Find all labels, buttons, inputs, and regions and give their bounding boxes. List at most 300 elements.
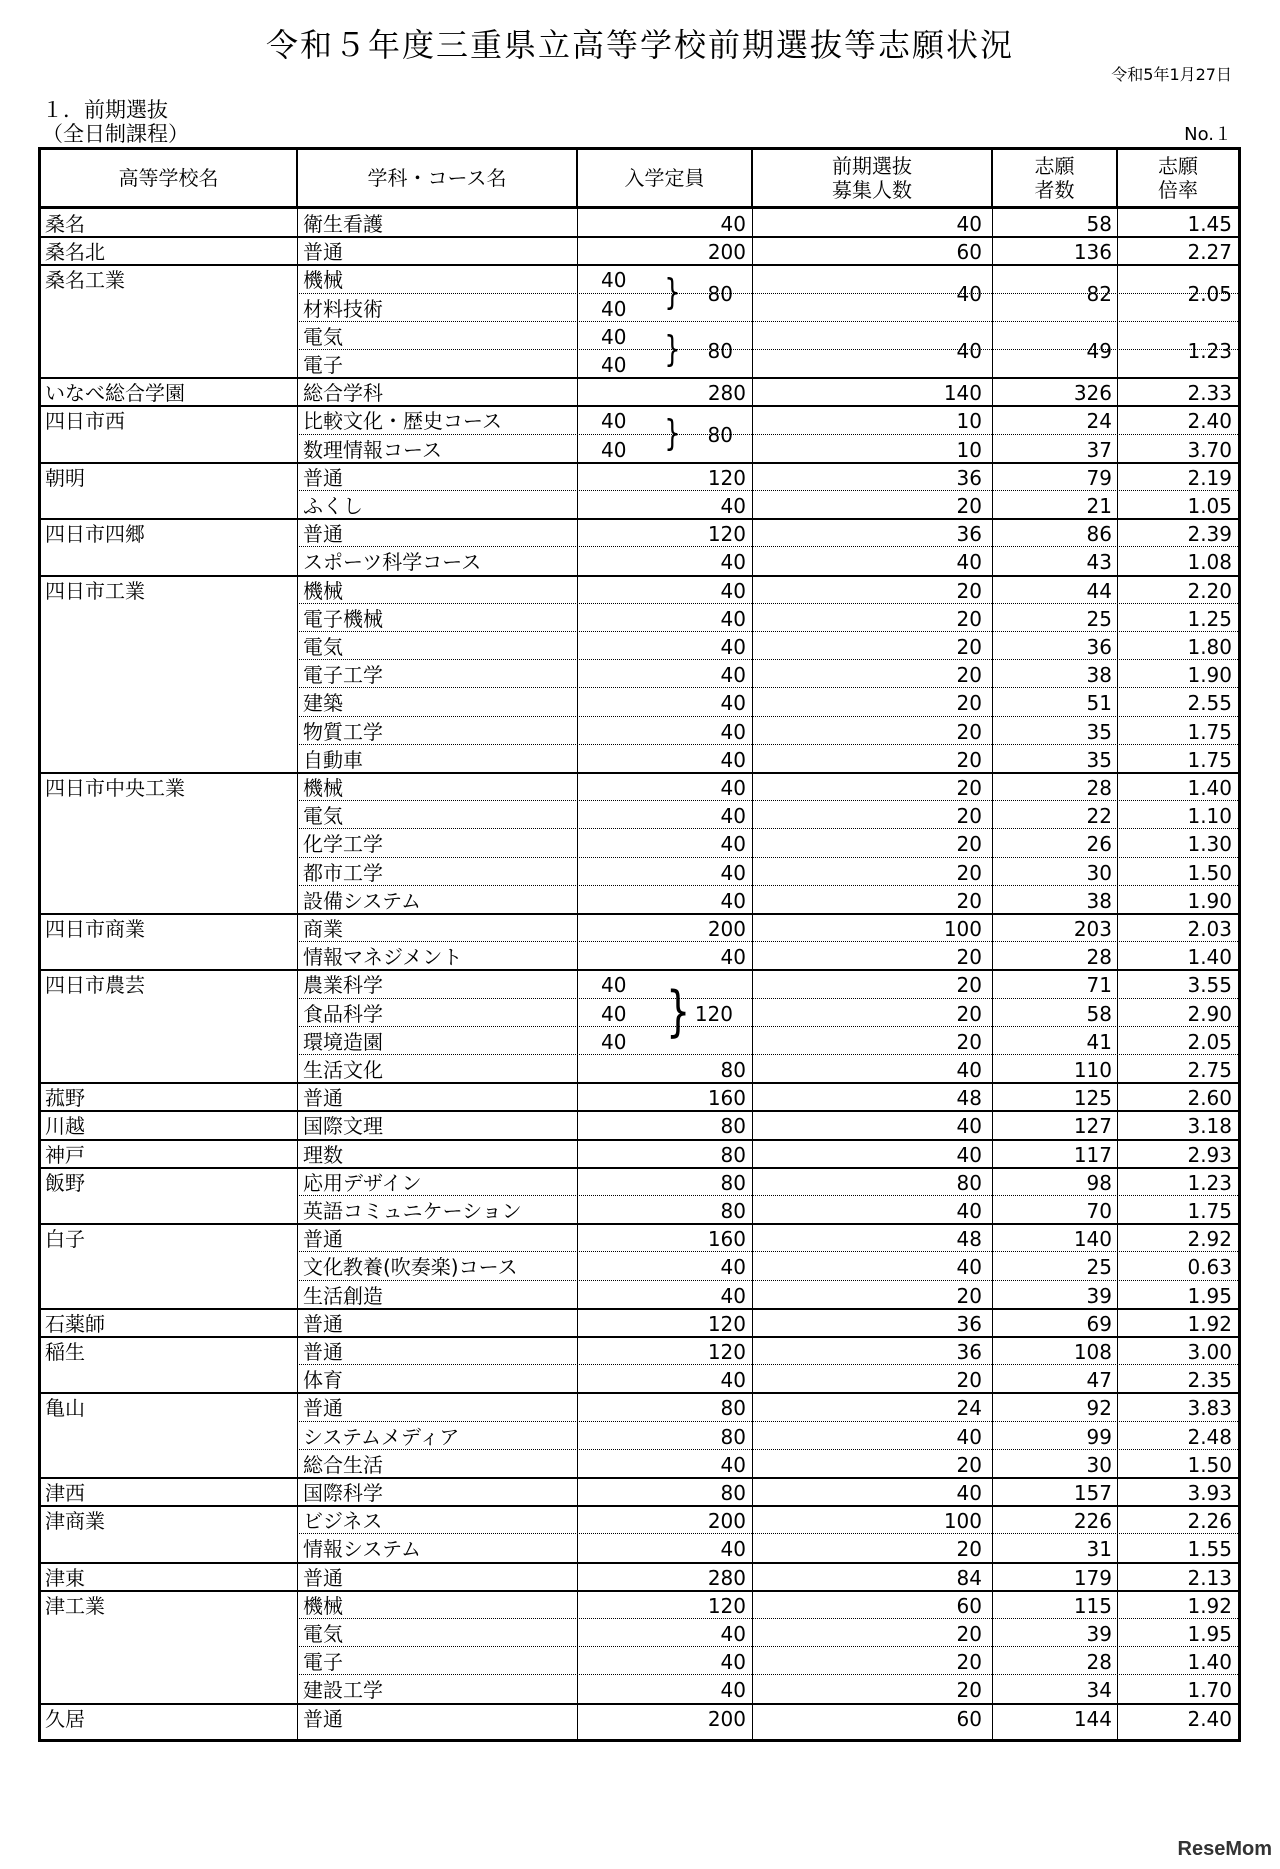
row-separator [41, 1110, 1238, 1112]
dept-name-cell: ふくし [303, 494, 363, 518]
applicants-cell: 37 [1086, 437, 1112, 462]
school-name-cell [45, 1422, 295, 1450]
capacity-cell: 120 [707, 1311, 746, 1336]
capacity-cell: 40 [720, 1650, 746, 1675]
capacity-cell: 40 [720, 719, 746, 744]
school-name-cell: 四日市四郷 [45, 522, 145, 547]
header-school [41, 150, 298, 206]
table-row [41, 858, 1238, 886]
row-separator [41, 1308, 1238, 1310]
applicants-cell: 41 [1086, 1029, 1112, 1054]
recruit-cell: 40 [956, 212, 982, 236]
dept-name-cell: スポーツ科学コース [303, 550, 482, 575]
row-separator-dotted [299, 687, 1238, 688]
school-name-cell: いなべ総合学園 [45, 381, 185, 406]
applicants-cell: 24 [1086, 409, 1112, 434]
ratio-cell: 3.70 [1187, 437, 1232, 462]
recruit-cell: 40 [956, 1142, 982, 1167]
dept-name-cell: 物質工学 [303, 719, 383, 744]
recruit-cell: 40 [956, 1058, 982, 1082]
recruit-cell: 20 [956, 663, 982, 688]
capacity-cell: 40 [720, 804, 746, 829]
capacity-cell: 200 [707, 1509, 746, 1534]
ratio-cell: 2.26 [1187, 1509, 1232, 1534]
capacity-sub-cell: 40 [601, 296, 627, 321]
row-separator-dotted [299, 857, 1238, 858]
applicants-cell: 38 [1086, 888, 1112, 913]
applicants-cell: 25 [1086, 1255, 1112, 1280]
school-name-cell [45, 294, 295, 322]
dept-name-cell: 体育 [303, 1368, 343, 1393]
row-separator-dotted [299, 1449, 1238, 1450]
ratio-cell: 2.93 [1187, 1142, 1232, 1167]
recruit-cell: 40 [956, 550, 982, 575]
ratio-cell: 2.19 [1187, 465, 1232, 490]
table-row [41, 1393, 1238, 1421]
ratio-cell: 1.75 [1187, 1199, 1232, 1223]
capacity-cell: 120 [707, 465, 746, 490]
applicants-cell: 58 [1086, 1001, 1112, 1026]
dept-name-cell: ビジネス [303, 1509, 383, 1534]
brace-icon: } [664, 413, 681, 455]
table-row [41, 547, 1238, 575]
table-row [41, 1083, 1238, 1111]
dept-name-cell: 国際科学 [303, 1481, 383, 1505]
applicants-cell: 326 [1073, 381, 1112, 406]
ratio-cell: 2.60 [1187, 1086, 1232, 1111]
row-separator-dotted [299, 1251, 1238, 1252]
table-row [41, 1450, 1238, 1478]
school-name-cell: 稲生 [45, 1340, 85, 1364]
dept-name-cell: 応用デザイン [303, 1170, 422, 1195]
table-row [41, 378, 1238, 406]
row-separator-dotted [299, 1195, 1238, 1196]
row-separator-dotted [299, 716, 1238, 717]
ratio-cell: 1.50 [1187, 1452, 1232, 1477]
capacity-cell: 40 [720, 832, 746, 857]
applicants-cell: 136 [1073, 240, 1112, 265]
table-row [41, 1365, 1238, 1393]
capacity-cell: 120 [707, 522, 746, 547]
recruit-cell: 100 [943, 917, 982, 941]
school-name-cell [45, 350, 295, 378]
recruit-cell: 20 [956, 973, 982, 998]
recruit-cell [757, 294, 982, 322]
ratio-cell: 2.27 [1187, 240, 1232, 265]
school-name-cell: 津東 [45, 1565, 85, 1590]
row-separator [41, 913, 1238, 915]
school-name-cell [45, 1450, 295, 1478]
capacity-group-cell: 80 [707, 338, 733, 363]
dept-name-cell: 電気 [303, 324, 343, 349]
ratio-cell: 3.18 [1187, 1114, 1232, 1139]
applicants-cell: 43 [1086, 550, 1112, 575]
applicants-cell: 125 [1073, 1086, 1112, 1111]
row-separator-dotted [299, 293, 1238, 294]
row-separator [41, 1082, 1238, 1084]
school-name-cell [45, 1196, 295, 1224]
ratio-cell: 0.63 [1187, 1255, 1232, 1280]
row-separator-dotted [299, 546, 1238, 547]
recruit-cell: 20 [956, 635, 982, 659]
school-name-cell [45, 942, 295, 970]
recruit-cell: 20 [956, 494, 982, 518]
dept-name-cell: 普通 [303, 522, 343, 547]
dept-name-cell: システムメディア [303, 1424, 460, 1449]
applicants-cell: 49 [1086, 338, 1112, 363]
ratio-cell: 1.92 [1187, 1593, 1232, 1618]
applicants-cell: 38 [1086, 663, 1112, 688]
row-separator-dotted [299, 1674, 1238, 1675]
school-name-cell: 津商業 [45, 1509, 105, 1534]
applicants-cell: 36 [1086, 635, 1112, 659]
row-separator [41, 236, 1238, 238]
applicants-cell: 226 [1073, 1509, 1112, 1534]
row-separator-dotted [299, 1618, 1238, 1619]
ratio-cell: 1.90 [1187, 888, 1232, 913]
school-name-cell: 石薬師 [45, 1311, 105, 1336]
applicants-cell: 26 [1086, 832, 1112, 857]
header-ratio [1118, 150, 1238, 206]
row-separator [41, 1505, 1238, 1507]
table-row [41, 632, 1238, 660]
table-row [41, 1675, 1238, 1703]
recruit-cell: 20 [956, 945, 982, 970]
dept-name-cell: 普通 [303, 1311, 343, 1336]
table-row [41, 209, 1238, 237]
capacity-cell: 40 [720, 606, 746, 631]
ratio-cell: 2.05 [1187, 282, 1232, 307]
school-name-cell [45, 604, 295, 632]
school-name-cell: 四日市中央工業 [45, 776, 185, 800]
dept-name-cell: 材料技術 [303, 296, 383, 321]
dept-name-cell: 設備システム [303, 888, 421, 913]
school-name-cell [45, 717, 295, 745]
row-separator [41, 1139, 1238, 1141]
applicants-cell: 35 [1086, 747, 1112, 772]
recruit-cell: 20 [956, 832, 982, 857]
table-row [41, 914, 1238, 942]
applicants-cell: 21 [1086, 494, 1112, 518]
school-name-cell [45, 858, 295, 886]
capacity-cell: 40 [720, 888, 746, 913]
recruit-cell: 40 [956, 282, 982, 307]
school-name-cell: 菰野 [45, 1086, 85, 1111]
table-row [41, 1534, 1238, 1562]
capacity-cell: 40 [720, 1283, 746, 1308]
dept-name-cell: 商業 [303, 917, 343, 941]
capacity-cell: 40 [720, 1255, 746, 1280]
capacity-cell: 80 [720, 1114, 746, 1139]
table-row [41, 1252, 1238, 1280]
school-name-cell: 津工業 [45, 1593, 105, 1618]
recruit-cell: 48 [956, 1086, 982, 1111]
header-capacity [578, 150, 753, 206]
dept-name-cell: 電子 [303, 353, 343, 377]
recruit-cell: 36 [956, 465, 982, 490]
dept-name-cell: 電子工学 [303, 663, 383, 688]
dept-name-cell: 総合学科 [303, 381, 383, 406]
applicants-cell: 70 [1086, 1199, 1112, 1223]
capacity-sub-cell: 40 [601, 324, 627, 349]
recruit-cell: 20 [956, 1622, 982, 1646]
row-separator [41, 969, 1238, 971]
recruit-cell: 20 [956, 606, 982, 631]
table-row [41, 1111, 1238, 1139]
capacity-cell: 40 [720, 1452, 746, 1477]
ratio-cell: 2.20 [1187, 578, 1232, 603]
capacity-cell: 40 [720, 578, 746, 603]
applicants-cell: 82 [1086, 282, 1112, 307]
school-name-cell: 津西 [45, 1481, 85, 1505]
row-separator-dotted [299, 1026, 1238, 1027]
capacity-group-cell: 120 [694, 1001, 733, 1026]
table-row [41, 688, 1238, 716]
recruit-cell: 60 [956, 240, 982, 265]
applicants-cell: 34 [1086, 1678, 1112, 1703]
dept-name-cell: 機械 [303, 776, 343, 800]
capacity-cell: 40 [720, 1368, 746, 1393]
capacity-sub-cell: 40 [601, 437, 627, 462]
row-separator-dotted [299, 1364, 1238, 1365]
applicants-cell: 47 [1086, 1368, 1112, 1393]
applicants-cell: 99 [1086, 1424, 1112, 1449]
ratio-cell: 2.75 [1187, 1058, 1232, 1082]
dept-name-cell: 比較文化・歴史コース [303, 409, 502, 434]
capacity-cell: 40 [720, 747, 746, 772]
ratio-cell: 1.55 [1187, 1537, 1232, 1562]
row-separator [41, 1167, 1238, 1169]
school-name-cell [45, 1055, 295, 1083]
table-row [41, 350, 1238, 378]
ratio-cell: 2.55 [1187, 691, 1232, 716]
recruit-cell: 20 [956, 1650, 982, 1675]
capacity-cell: 280 [707, 381, 746, 406]
dept-name-cell: 英語コミュニケーション [303, 1199, 522, 1223]
ratio-cell: 2.90 [1187, 1001, 1232, 1026]
recruit-cell: 60 [956, 1706, 982, 1731]
school-name-cell: 四日市商業 [45, 917, 145, 941]
school-name-cell [45, 632, 295, 660]
applicants-cell: 30 [1086, 1452, 1112, 1477]
recruit-cell: 60 [956, 1593, 982, 1618]
capacity-cell: 160 [707, 1227, 746, 1252]
ratio-cell: 1.23 [1187, 338, 1232, 363]
row-separator-dotted [299, 434, 1238, 435]
applicants-cell: 71 [1086, 973, 1112, 998]
ratio-cell: 1.45 [1187, 212, 1232, 236]
ratio-cell: 3.00 [1187, 1340, 1232, 1364]
capacity-cell: 40 [720, 860, 746, 885]
table-row [41, 660, 1238, 688]
row-separator-dotted [299, 1533, 1238, 1534]
dept-name-cell: 普通 [303, 240, 343, 265]
school-name-cell [45, 688, 295, 716]
applicants-cell: 25 [1086, 606, 1112, 631]
applicants-cell: 58 [1086, 212, 1112, 236]
table-row [41, 294, 1238, 322]
capacity-cell: 40 [720, 663, 746, 688]
applicants-cell: 28 [1086, 945, 1112, 970]
header-ratio-line2: 倍率 [1158, 178, 1198, 202]
row-separator-dotted [299, 1054, 1238, 1055]
row-separator-dotted [299, 1421, 1238, 1422]
recruit-cell: 20 [956, 1452, 982, 1477]
table-row [41, 1281, 1238, 1309]
recruit-cell: 20 [956, 719, 982, 744]
ratio-cell: 1.95 [1187, 1622, 1232, 1646]
recruit-cell: 20 [956, 691, 982, 716]
dept-name-cell: 都市工学 [303, 860, 383, 885]
ratio-cell: 2.92 [1187, 1227, 1232, 1252]
table-row [41, 1591, 1238, 1619]
brace-icon: } [666, 980, 691, 1044]
capacity-cell: 280 [707, 1565, 746, 1590]
table-row [41, 1337, 1238, 1365]
row-separator-dotted [299, 941, 1238, 942]
publish-date: 令和5年1月27日 [1111, 65, 1232, 84]
dept-name-cell: 衛生看護 [303, 212, 383, 236]
ratio-cell: 2.35 [1187, 1368, 1232, 1393]
dept-name-cell: 農業科学 [303, 973, 383, 998]
ratio-cell: 3.83 [1187, 1396, 1232, 1421]
dept-name-cell: 情報マネジメント [303, 945, 463, 970]
ratio-cell: 2.13 [1187, 1565, 1232, 1590]
row-separator [41, 1703, 1238, 1705]
school-name-cell: 四日市工業 [45, 578, 145, 603]
dept-name-cell: 普通 [303, 465, 343, 490]
school-name-cell [45, 886, 295, 914]
ratio-cell: 1.25 [1187, 606, 1232, 631]
recruit-cell: 48 [956, 1227, 982, 1252]
school-name-cell: 四日市西 [45, 409, 125, 434]
school-name-cell: 亀山 [45, 1396, 85, 1421]
school-name-cell [45, 1675, 295, 1703]
row-separator-dotted [299, 631, 1238, 632]
dept-name-cell: 電気 [303, 804, 343, 829]
page-number: No.１ [1184, 124, 1232, 145]
header-ratio-line1: 志願 [1158, 154, 1198, 178]
recruit-cell: 100 [943, 1509, 982, 1534]
header-recruit-line1: 前期選抜 [832, 154, 912, 178]
dept-name-cell: 電気 [303, 1622, 343, 1646]
school-name-cell [45, 1365, 295, 1393]
table-row [41, 745, 1238, 773]
dept-name-cell: 普通 [303, 1227, 343, 1252]
applicants-cell: 28 [1086, 776, 1112, 800]
applicants-cell: 117 [1073, 1142, 1112, 1167]
recruit-cell: 20 [956, 578, 982, 603]
recruit-cell: 20 [956, 1678, 982, 1703]
capacity-cell: 80 [720, 1424, 746, 1449]
school-name-cell: 飯野 [45, 1170, 85, 1195]
recruit-cell: 40 [956, 1255, 982, 1280]
school-name-cell: 桑名 [45, 212, 85, 236]
ratio-cell: 2.40 [1187, 409, 1232, 434]
recruit-cell: 20 [956, 1001, 982, 1026]
capacity-cell: 80 [720, 1396, 746, 1421]
dept-name-cell: 生活文化 [303, 1058, 383, 1082]
recruit-cell: 24 [956, 1396, 982, 1421]
table-row [41, 1055, 1238, 1083]
brace-icon: } [664, 328, 681, 370]
capacity-cell: 40 [720, 691, 746, 716]
school-name-cell [45, 322, 295, 350]
ratio-cell: 1.50 [1187, 860, 1232, 885]
dept-name-cell: 普通 [303, 1340, 343, 1364]
table-row [41, 1619, 1238, 1647]
capacity-sub-cell: 40 [601, 353, 627, 377]
school-name-cell [45, 999, 295, 1027]
dept-name-cell: 食品科学 [303, 1001, 383, 1026]
capacity-cell: 40 [720, 212, 746, 236]
row-separator-dotted [299, 998, 1238, 999]
ratio-cell: 1.10 [1187, 804, 1232, 829]
header-applicants-line1: 志願 [1034, 154, 1075, 178]
school-name-cell [45, 435, 295, 463]
recruit-cell: 140 [943, 381, 982, 406]
recruit-cell: 36 [956, 522, 982, 547]
recruit-cell: 40 [956, 1424, 982, 1449]
capacity-cell: 160 [707, 1086, 746, 1111]
recruit-cell: 20 [956, 860, 982, 885]
applicants-cell: 86 [1086, 522, 1112, 547]
school-name-cell [45, 1027, 295, 1055]
capacity-cell: 40 [720, 1678, 746, 1703]
capacity-sub-cell: 40 [601, 409, 627, 434]
header-applicants [993, 150, 1118, 206]
capacity-cell: 200 [707, 1706, 746, 1731]
header-capacity-label: 入学定員 [624, 166, 705, 190]
header-dept [298, 150, 578, 206]
row-separator [41, 1477, 1238, 1479]
dept-name-cell: 国際文理 [303, 1114, 383, 1139]
school-name-cell [45, 547, 295, 575]
row-separator [41, 462, 1238, 464]
table-row [41, 773, 1238, 801]
header-applicants-line2: 者数 [1034, 178, 1075, 202]
school-name-cell [45, 1647, 295, 1675]
ratio-cell: 1.92 [1187, 1311, 1232, 1336]
page-title: 令和５年度三重県立高等学校前期選抜等志願状況 [265, 26, 1014, 64]
ratio-cell: 1.75 [1187, 719, 1232, 744]
school-name-cell: 神戸 [45, 1142, 85, 1167]
ratio-cell: 1.75 [1187, 747, 1232, 772]
dept-name-cell: 普通 [303, 1706, 343, 1731]
table-row [41, 463, 1238, 491]
applications-table [38, 147, 1241, 1742]
capacity-sub-cell: 40 [601, 268, 627, 293]
row-separator [41, 1336, 1238, 1338]
table-row [41, 1168, 1238, 1196]
row-separator-dotted [299, 744, 1238, 745]
table-row [41, 519, 1238, 547]
capacity-sub-cell: 40 [601, 1001, 627, 1026]
ratio-cell: 2.39 [1187, 522, 1232, 547]
capacity-cell: 40 [720, 635, 746, 659]
row-separator-dotted [299, 1646, 1238, 1647]
header-dept-label: 学科・コース名 [367, 166, 507, 190]
row-separator-dotted [299, 1280, 1238, 1281]
recruit-cell: 10 [956, 437, 982, 462]
recruit-cell [757, 350, 982, 378]
capacity-group-cell: 80 [707, 423, 733, 448]
ratio-cell [1122, 294, 1232, 322]
applicants-cell: 31 [1086, 1537, 1112, 1562]
dept-name-cell: 普通 [303, 1086, 343, 1111]
row-separator-dotted [299, 321, 1238, 322]
ratio-cell: 1.80 [1187, 635, 1232, 659]
